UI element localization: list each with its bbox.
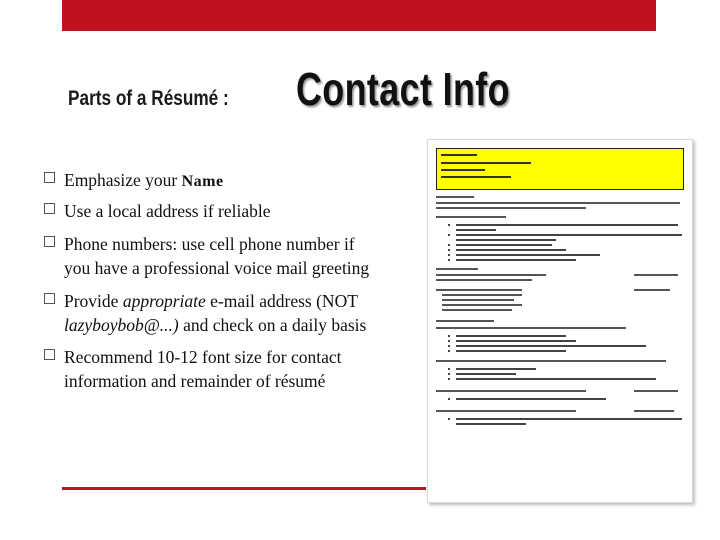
- bullet-text: and check on a daily basis: [178, 315, 367, 335]
- bullet-text-line2: you have a professional voice mail greeting: [64, 258, 370, 278]
- bullet-text-line1: Phone numbers: use cell phone number if: [64, 234, 355, 254]
- bullet-text-line2: information and remainder of résumé: [64, 371, 326, 391]
- title-main: Contact Info: [296, 63, 510, 115]
- square-bullet-icon: [44, 236, 55, 247]
- slide-title: [68, 62, 570, 116]
- top-accent-bar: [62, 0, 656, 31]
- bullet-item: [44, 345, 424, 393]
- square-bullet-icon: [44, 293, 55, 304]
- bullet-bold-text: Name: [181, 173, 224, 190]
- bullet-item: [44, 199, 424, 223]
- title-prefix: Parts of a Résumé :: [68, 87, 229, 110]
- bullet-item: [44, 232, 424, 280]
- bullet-text: Provide: [64, 291, 123, 311]
- square-bullet-icon: [44, 349, 55, 360]
- square-bullet-icon: [44, 172, 55, 183]
- bullet-item: [44, 168, 424, 194]
- bullet-item: [44, 289, 424, 337]
- bullet-text-line1: Recommend 10-12 font size for contact: [64, 347, 342, 367]
- bullet-italic-text: lazyboybob@...): [64, 315, 179, 335]
- resume-body-lines: [428, 140, 692, 502]
- resume-sample-image: [427, 139, 693, 503]
- bullet-text: Emphasize your: [64, 170, 182, 190]
- bullet-text: Use a local address if reliable: [64, 201, 271, 221]
- bottom-accent-line: [62, 487, 426, 490]
- bullet-text: e-mail address (NOT: [205, 291, 358, 311]
- square-bullet-icon: [44, 203, 55, 214]
- bullet-italic-text: appropriate: [122, 291, 206, 311]
